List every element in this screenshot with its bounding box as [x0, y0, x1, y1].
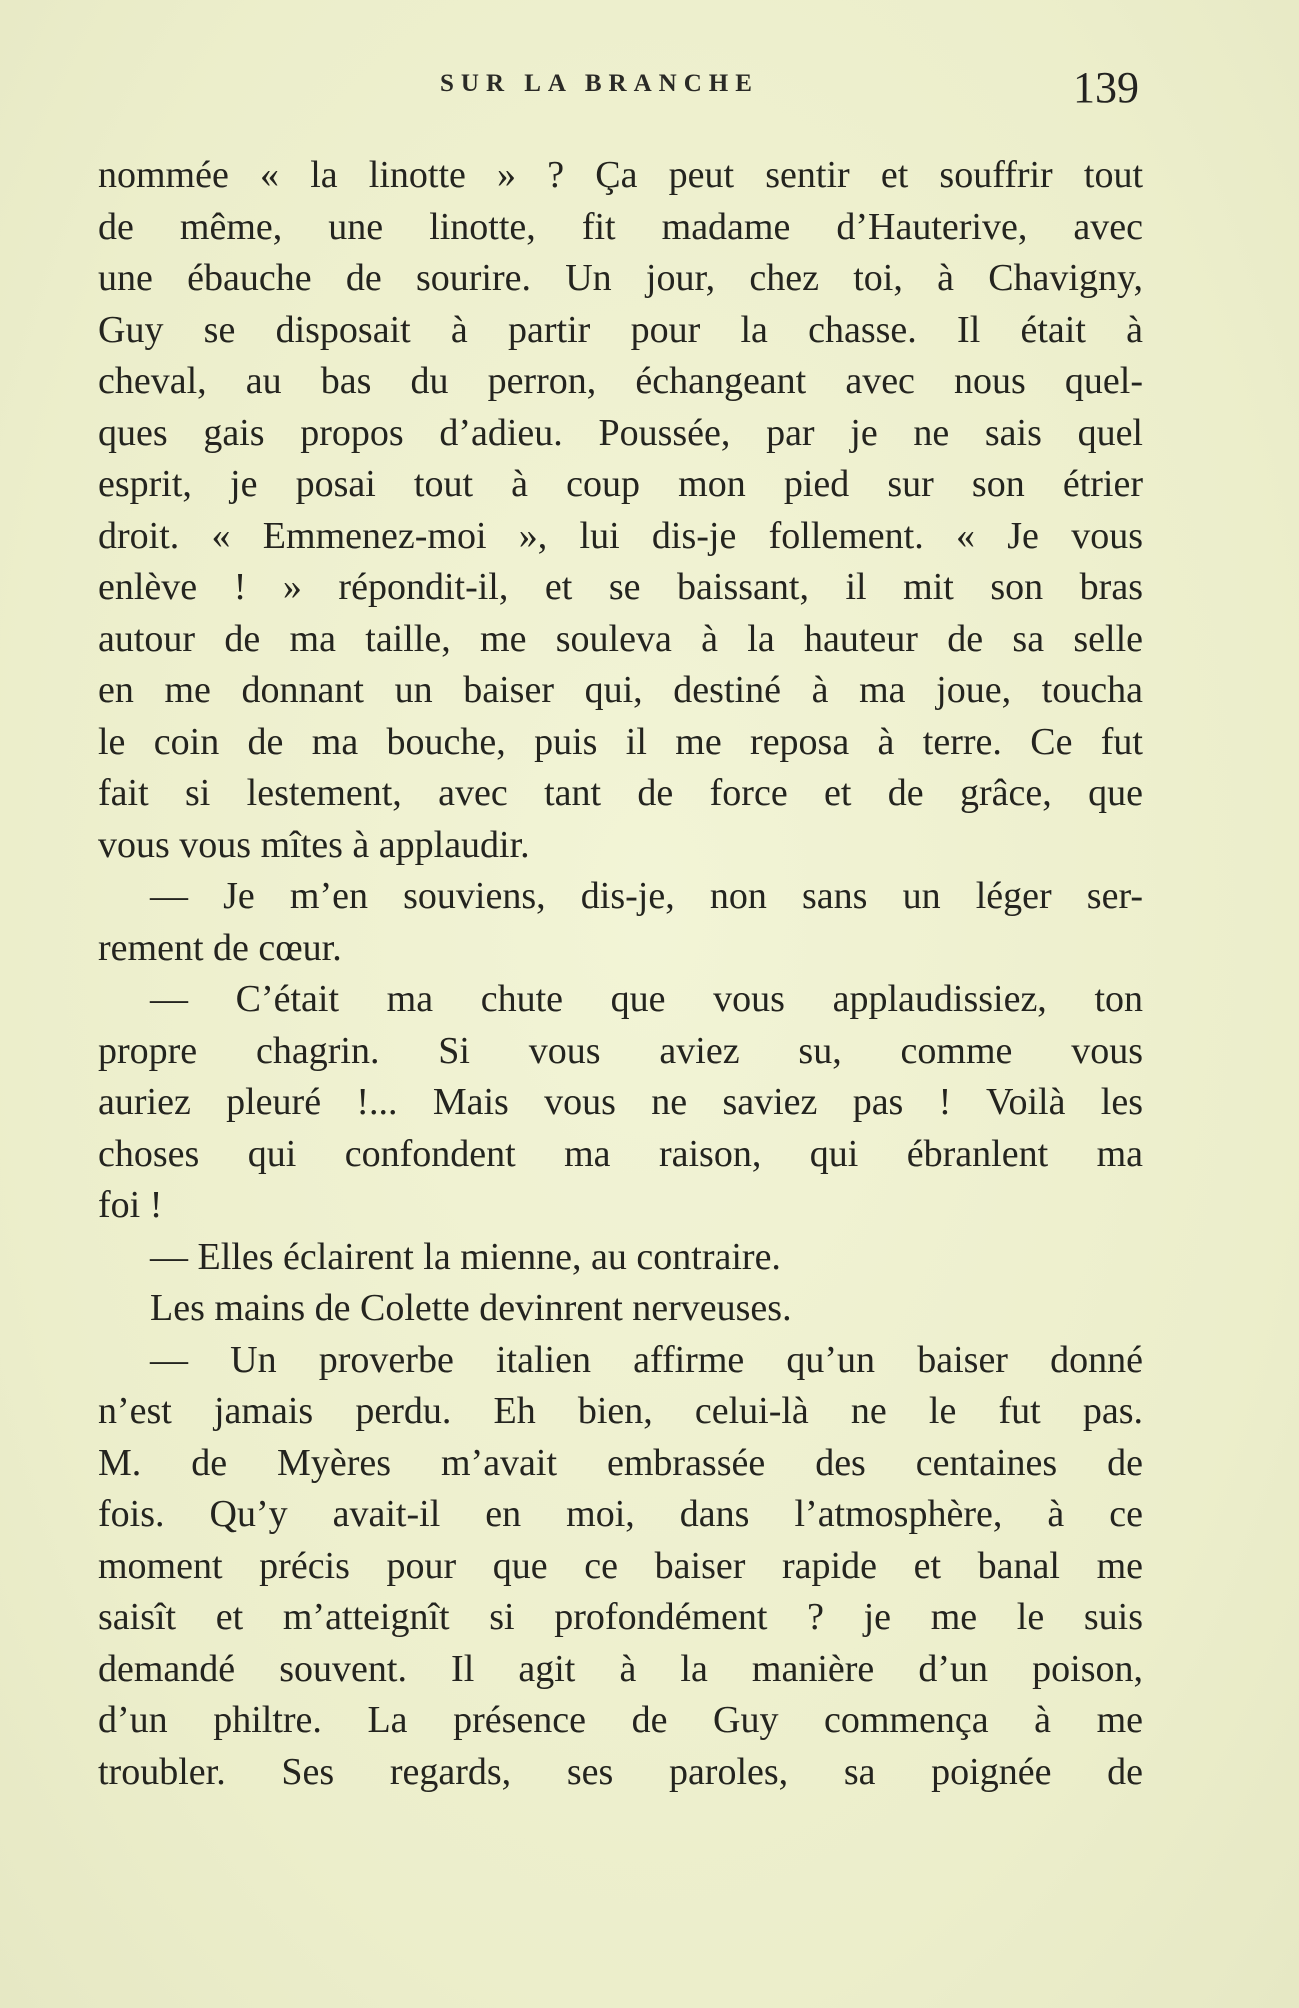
text-line: saisît et m’atteignît si profondément ? je me le suis: [98, 1596, 1143, 1638]
text-line: enlève ! » répondit-il, et se baissant, il mit son bras: [98, 566, 1143, 608]
text-line: n’est jamais perdu. Eh bien, celui-là ne le fut pas.: [98, 1390, 1143, 1432]
text-line: une ébauche de sourire. Un jour, chez toi, à Chavigny,: [98, 257, 1143, 299]
dialogue-line: — C’était ma chute que vous applaudissiez, ton: [150, 978, 1143, 1020]
page-number: 139: [1073, 63, 1139, 112]
text-line: rement de cœur.: [98, 926, 342, 969]
text-line: de même, une linotte, fit madame d’Hauterive, avec: [98, 205, 1143, 248]
dialogue-line: — Elles éclairent la mienne, au contraire.: [150, 1235, 781, 1278]
text-line: choses qui confondent ma raison, qui ébranlent ma: [98, 1132, 1143, 1175]
text-line: foi !: [98, 1184, 163, 1226]
body-text: [98, 150, 1143, 1798]
text-line: droit. « Emmenez-moi », lui dis-je follement. « Je vous: [98, 514, 1143, 557]
text-line: troubler. Ses regards, ses paroles, sa poignée de: [98, 1750, 1143, 1793]
text-line: fait si lestement, avec tant de force et de grâce, que: [98, 772, 1143, 814]
text-line: auriez pleuré !... Mais vous ne saviez pas ! Voilà les: [98, 1081, 1143, 1123]
text-line: fois. Qu’y avait-il en moi, dans l’atmosphère, à ce: [98, 1493, 1143, 1535]
dialogue-line: — Un proverbe italien affirme qu’un baiser donné: [150, 1338, 1143, 1381]
text-line: Guy se disposait à partir pour la chasse. Il était à: [98, 308, 1143, 351]
text-line: moment précis pour que ce baiser rapide et banal me: [98, 1544, 1143, 1587]
text-line: cheval, au bas du perron, échangeant avec nous quel-: [98, 360, 1143, 402]
text-line: ques gais propos d’adieu. Poussée, par je ne sais quel: [98, 411, 1143, 454]
text-line: propre chagrin. Si vous aviez su, comme vous: [98, 1029, 1143, 1072]
text-line: en me donnant un baiser qui, destiné à ma joue, toucha: [98, 669, 1143, 711]
text-line: nommée « la linotte » ? Ça peut sentir et souffrir tout: [98, 154, 1143, 196]
running-head: SUR LA BRANCHE: [440, 70, 759, 97]
text-line: M. de Myères m’avait embrassée des centaines de: [98, 1441, 1143, 1484]
text-line: esprit, je posai tout à coup mon pied sur son étrier: [98, 463, 1143, 505]
text-line: demandé souvent. Il agit à la manière d’un poison,: [98, 1647, 1143, 1690]
text-line: le coin de ma bouche, puis il me reposa à terre. Ce fut: [98, 720, 1143, 763]
text-line: autour de ma taille, me souleva à la hauteur de sa selle: [98, 617, 1143, 660]
paragraph-line: Les mains de Colette devinrent nerveuses.: [150, 1287, 792, 1329]
dialogue-line: — Je m’en souviens, dis-je, non sans un léger ser-: [150, 875, 1143, 917]
text-line: d’un philtre. La présence de Guy commença à me: [98, 1699, 1143, 1741]
text-line: vous vous mîtes à applaudir.: [98, 823, 530, 866]
